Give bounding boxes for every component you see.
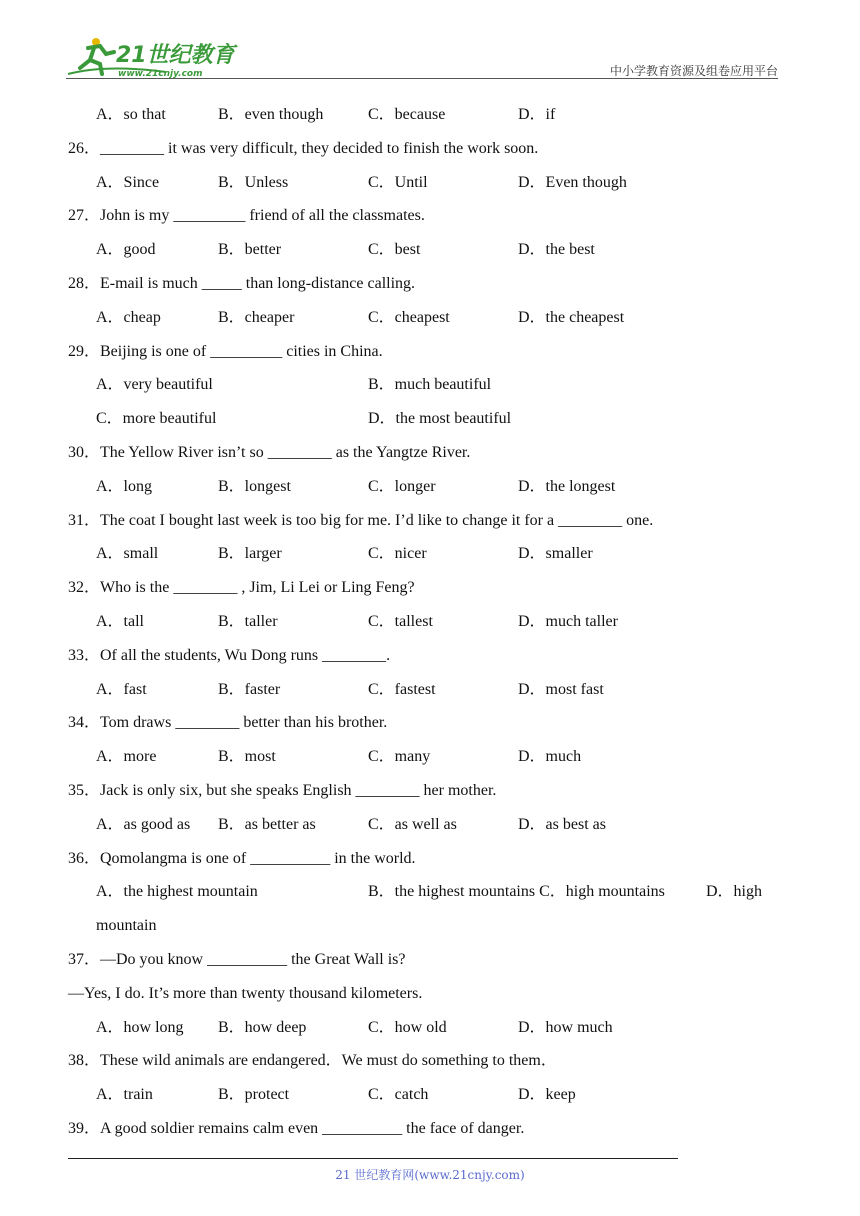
option-d-text: D．the cheapest [518,308,625,326]
options-row [68,605,780,639]
options-row [68,368,780,402]
option-d-text: D．much [518,748,582,766]
footer-divider [68,1158,678,1159]
question-line: 35．Jack is only six, but she speaks English ________ her mother. [68,781,497,799]
option-b-text: B．most [218,748,276,766]
question-line: 36．Qomolangma is one of __________ in the world. [68,849,416,867]
options-row [68,1078,780,1112]
option-b-text: B．how deep [218,1018,307,1036]
question-line: 26．________ it was very difficult, they decided to finish the work soon. [68,139,539,157]
question-line: 31．The coat I bought last week is too big for me. I’d like to change it for a ________ one. [68,511,654,529]
options-row [68,233,780,267]
question-line: 39．A good soldier remains calm even __________ the face of danger. [68,1119,525,1137]
option-c-text: C．best [368,241,421,259]
option-c-text: C．because [368,106,446,123]
option-a-text: A．Since [96,173,160,191]
question-list [68,98,780,1146]
option-b-text: B．Unless [218,173,289,191]
option-b-text: B．the highest mountains C．high mountains [368,883,665,901]
option-a-text: A．cheap [96,308,161,326]
option-b-text: B．much beautiful [368,376,492,394]
question-line: 28．E-mail is much _____ than long-distance calling. [68,274,416,292]
option-d-text: D．the longest [518,477,616,495]
option-c-text: C．fastest [368,680,436,698]
option-a-text: A．fast [96,680,147,698]
option-a-text: A．long [96,477,153,495]
option-d-text: D．how much [518,1018,613,1036]
option-c-text: C．cheapest [368,308,450,326]
options-row [68,166,780,200]
option-d-text: D．most fast [518,680,604,698]
options-row [68,98,780,132]
options-row [68,537,780,571]
option-a-text: A．so that [96,106,166,123]
option-c-text: C．how old [368,1018,447,1036]
question-line: 29．Beijing is one of _________ cities in China. [68,342,383,360]
option-c-text: D．high [706,883,763,901]
option-b-text: B．faster [218,680,281,698]
option-d-text: D．the best [518,241,595,259]
option-a-text: A．train [96,1086,153,1104]
option-b-text: B．larger [218,545,282,563]
question-line: 27．John is my _________ friend of all the classmates. [68,207,425,225]
logo-main-text: 21世纪教育 [116,43,235,68]
question-line: 38．These wild animals are endangered．We must do something to them． [68,1052,557,1070]
platform-title: 中小学教育资源及组卷应用平台 [609,64,778,78]
option-a-text: A．the highest mountain [96,883,258,901]
question-line: 34．Tom draws ________ better than his brother. [68,714,388,732]
option-c-text: C．nicer [368,545,427,563]
options-row [68,740,780,774]
option-c-text: C．as well as [368,815,457,833]
question-line: 33．Of all the students, Wu Dong runs ________. [68,646,391,664]
option-c-text: C．catch [368,1086,429,1104]
option-a-text: A．small [96,545,159,563]
option-c-text: C．tallest [368,612,433,630]
option-b-text: B．even though [218,106,324,123]
option-a-text: A．more [96,748,157,766]
option-a-text: A．good [96,241,156,259]
options-row [68,875,780,909]
option-d-text: D．much taller [518,612,618,630]
option-c-text: C．longer [368,477,436,495]
question-line: —Yes, I do. It’s more than twenty thousand kilometers. [68,984,423,1002]
option-c-text: C．Until [368,173,428,191]
option-d-text: D．keep [518,1086,576,1104]
question-line: 37．—Do you know __________ the Great Wall is? [68,950,406,968]
option-b-text: B．as better as [218,815,316,833]
question-line: 30．The Yellow River isn’t so ________ as the Yangtze River. [68,443,471,461]
option-b-text: B．taller [218,612,278,630]
option-b-text: B．better [218,241,282,259]
option-d-text: D．smaller [518,545,593,563]
option-a-text: A．as good as [96,815,191,833]
option-a-text: A．how long [96,1018,184,1036]
option-a-text: A．very beautiful [96,376,213,394]
options-row [68,301,780,335]
option-a-text: C．more beautiful [96,410,217,428]
options-row [68,402,780,436]
option-a-text: A．tall [96,612,144,630]
option-continuation: mountain [96,917,157,935]
options-row [68,470,780,504]
footer-text: 21 世纪教育网(www.21cnjy.com) [335,1168,525,1182]
option-b-text: D．the most beautiful [368,410,512,428]
logo-21cnjy [66,34,241,78]
question-line: 32．Who is the ________ , Jim, Li Lei or Ling Feng? [68,579,415,597]
options-row [68,1011,780,1045]
option-b-text: B．longest [218,477,291,495]
option-b-text: B．cheaper [218,308,295,326]
option-b-text: B．protect [218,1086,290,1104]
options-row [68,673,780,707]
option-d-text: D．if [518,106,556,123]
header-divider [66,78,778,79]
page-header [66,32,778,80]
logo-url-text: www.21cnjy.com [118,69,203,78]
option-d-text: D．Even though [518,173,627,191]
options-row [68,808,780,842]
option-c-text: C．many [368,748,431,766]
option-d-text: D．as best as [518,815,606,833]
